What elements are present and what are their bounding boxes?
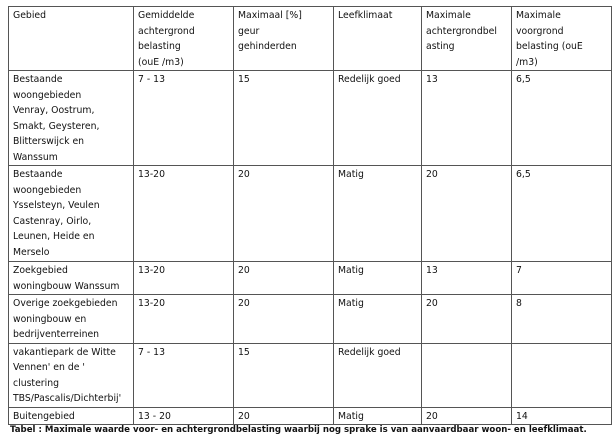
table-row — [9, 343, 612, 407]
cell-max-achtergrond: 20 — [422, 166, 512, 262]
cell-gebied: Overige zoekgebieden woningbouw en bedrijventerreinen — [9, 295, 134, 344]
cell-max-pct: 20 — [234, 166, 334, 262]
cell-max-voorgrond — [512, 343, 612, 407]
cell-gebied: Zoekgebied woningbouw Wanssum — [9, 262, 134, 295]
cell-gemiddelde: 13-20 — [134, 295, 234, 344]
header-gemiddelde-achtergrond: Gemiddelde achtergrond belasting (ouE /m3) — [134, 7, 234, 71]
cell-max-pct: 20 — [234, 295, 334, 344]
cell-max-achtergrond: 13 — [422, 71, 512, 166]
header-gebied: Gebied — [9, 7, 134, 71]
cell-max-voorgrond: 8 — [512, 295, 612, 344]
cell-leefklimaat: Matig — [334, 166, 422, 262]
odour-load-table — [8, 6, 612, 425]
cell-leefklimaat: Redelijk goed — [334, 343, 422, 407]
cell-max-pct: 15 — [234, 71, 334, 166]
cell-max-achtergrond — [422, 343, 512, 407]
cell-leefklimaat: Matig — [334, 295, 422, 344]
cell-max-voorgrond: 6,5 — [512, 166, 612, 262]
table-row — [9, 166, 612, 262]
cell-max-achtergrond: 13 — [422, 262, 512, 295]
header-leefklimaat: Leefklimaat — [334, 7, 422, 71]
table-row — [9, 407, 612, 425]
cell-leefklimaat: Redelijk goed — [334, 71, 422, 166]
cell-gebied: Buitengebied — [9, 407, 134, 425]
cell-gemiddelde: 13-20 — [134, 166, 234, 262]
header-maximale-voorgrond: Maximale voorgrond belasting (ouE /m3) — [512, 7, 612, 71]
cell-max-achtergrond: 20 — [422, 407, 512, 425]
table-row — [9, 295, 612, 344]
cell-gebied: Bestaande woongebieden Ysselsteyn, Veulen Castenray, Oirlo, Leunen, Heide en Merselo — [9, 166, 134, 262]
cell-max-voorgrond: 7 — [512, 262, 612, 295]
table-row — [9, 71, 612, 166]
header-maximale-achtergrond: Maximale achtergrondbel asting — [422, 7, 512, 71]
cell-gemiddelde: 13 - 20 — [134, 407, 234, 425]
cell-leefklimaat: Matig — [334, 262, 422, 295]
cell-gemiddelde: 7 - 13 — [134, 343, 234, 407]
table-caption: Tabel : Maximale waarde voor- en achtergrondbelasting waarbij nog sprake is van aanvaardbaar woon- en leefklimaat. — [10, 425, 587, 435]
table-row — [9, 262, 612, 295]
cell-max-pct: 15 — [234, 343, 334, 407]
cell-gebied: Bestaande woongebieden Venray, Oostrum, Smakt, Geysteren, Blitterswijck en Wanssum — [9, 71, 134, 166]
cell-gemiddelde: 13-20 — [134, 262, 234, 295]
cell-leefklimaat: Matig — [334, 407, 422, 425]
cell-max-pct: 20 — [234, 262, 334, 295]
cell-gemiddelde: 7 - 13 — [134, 71, 234, 166]
table-header-row — [9, 7, 612, 71]
cell-gebied: vakantiepark de Witte Vennen' en de ' clustering TBS/Pascalis/Dichterbij' — [9, 343, 134, 407]
header-maximaal-geurgehinderden: Maximaal [%] geur gehinderden — [234, 7, 334, 71]
cell-max-achtergrond: 20 — [422, 295, 512, 344]
cell-max-voorgrond: 14 — [512, 407, 612, 425]
cell-max-voorgrond: 6,5 — [512, 71, 612, 166]
cell-max-pct: 20 — [234, 407, 334, 425]
